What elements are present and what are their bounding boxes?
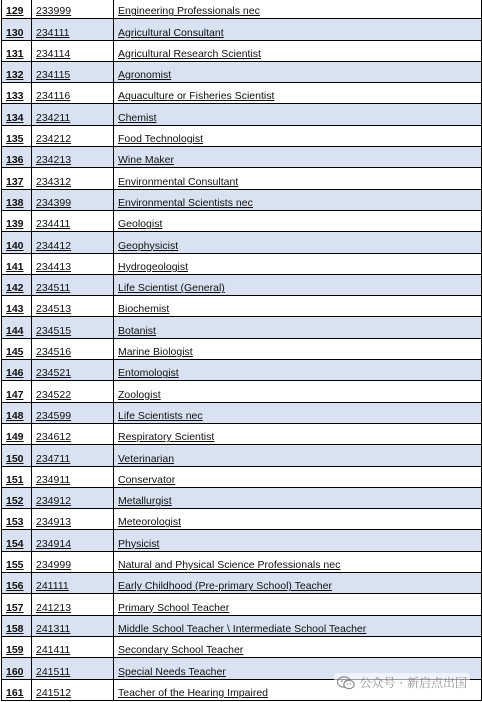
anzsco-code-cell [32, 61, 114, 82]
anzsco-code-link[interactable]: 234114 [36, 47, 71, 60]
anzsco-code-cell [32, 573, 114, 594]
row-number-cell [2, 61, 32, 82]
table-row [2, 551, 482, 572]
table-row [2, 466, 482, 487]
occupation-cell [114, 530, 482, 551]
anzsco-code-link[interactable]: 234399 [36, 196, 72, 209]
anzsco-code-link[interactable]: 233999 [36, 5, 72, 18]
row-number-link[interactable]: 138 [6, 196, 24, 209]
table-row [2, 381, 482, 402]
anzsco-code-link[interactable]: 241512 [36, 686, 72, 699]
occupation-link[interactable]: Physicist [118, 537, 160, 550]
row-number-cell [2, 253, 32, 274]
occupation-cell [114, 615, 482, 636]
table-row [2, 296, 482, 317]
table-row [2, 125, 482, 146]
table-row [2, 83, 482, 104]
occupation-link[interactable]: Agronomist [118, 69, 172, 82]
anzsco-code-link[interactable]: 234413 [36, 260, 72, 273]
row-number-cell [2, 104, 32, 125]
table-row [2, 210, 482, 231]
wechat-icon [337, 676, 355, 690]
anzsco-code-link[interactable]: 234612 [36, 431, 72, 444]
occupation-cell [114, 423, 482, 444]
occupation-cell [114, 104, 482, 125]
occupation-link[interactable]: Zoologist [118, 388, 161, 401]
occupation-link[interactable]: Chemist [118, 111, 157, 124]
row-number-cell [2, 402, 32, 423]
anzsco-code-cell [32, 104, 114, 125]
occupation-cell [114, 360, 482, 381]
anzsco-code-link[interactable]: 234711 [36, 452, 71, 465]
row-number-cell [2, 83, 32, 104]
anzsco-code-cell [32, 360, 114, 381]
occupation-link[interactable]: Agricultural Research Scientist [118, 47, 261, 60]
row-number-cell [2, 274, 32, 295]
occupation-cell [114, 466, 482, 487]
anzsco-code-link[interactable]: 241311 [36, 622, 71, 635]
table-row [2, 573, 482, 594]
watermark-text: 公众号 · 新启点出国 [359, 676, 467, 690]
row-number-cell [2, 296, 32, 317]
anzsco-code-cell [32, 487, 114, 508]
anzsco-code-link[interactable]: 234999 [36, 559, 72, 572]
table-row [2, 445, 482, 466]
table-row [2, 338, 482, 359]
occupation-link[interactable]: Hydrogeologist [118, 260, 189, 273]
row-number-link[interactable]: 143 [6, 303, 24, 316]
occupation-cell [114, 232, 482, 253]
table-row [2, 189, 482, 210]
occupation-cell [114, 551, 482, 572]
anzsco-code-link[interactable]: 234911 [36, 473, 71, 486]
row-number-cell [2, 189, 32, 210]
row-number-cell [2, 615, 32, 636]
occupation-cell [114, 61, 482, 82]
anzsco-code-link[interactable]: 234412 [36, 239, 72, 252]
row-number-link[interactable]: 139 [6, 218, 24, 231]
anzsco-code-cell [32, 253, 114, 274]
anzsco-code-cell [32, 530, 114, 551]
occupation-link[interactable]: Wine Maker [118, 154, 175, 167]
table-row [2, 509, 482, 530]
row-number-link[interactable]: 145 [6, 346, 24, 359]
occupation-link[interactable]: Aquaculture or Fisheries Scientist [118, 90, 275, 103]
row-number-cell [2, 19, 32, 40]
occupation-link[interactable]: Engineering Professionals nec [118, 5, 260, 18]
occupation-cell [114, 509, 482, 530]
occupation-cell [114, 253, 482, 274]
row-number-link[interactable]: 135 [6, 133, 24, 146]
anzsco-code-cell [32, 466, 114, 487]
table-row [2, 274, 482, 295]
occupation-cell [114, 83, 482, 104]
row-number-cell [2, 0, 32, 19]
anzsco-code-cell [32, 658, 114, 679]
row-number-cell [2, 466, 32, 487]
anzsco-code-cell [32, 594, 114, 615]
anzsco-code-link[interactable]: 234914 [36, 537, 72, 550]
occupation-link[interactable]: Metallurgist [118, 495, 172, 508]
row-number-link[interactable]: 140 [6, 239, 24, 252]
row-number-link[interactable]: 151 [6, 473, 24, 486]
row-number-cell [2, 594, 32, 615]
row-number-link[interactable]: 132 [6, 69, 24, 82]
occupation-cell [114, 636, 482, 657]
anzsco-code-link[interactable]: 241213 [36, 601, 72, 614]
row-number-cell [2, 360, 32, 381]
occupation-link[interactable]: Agricultural Consultant [118, 26, 224, 39]
occupation-link[interactable]: Environmental Consultant [118, 175, 239, 188]
row-number-link[interactable]: 129 [6, 5, 24, 18]
anzsco-code-cell [32, 168, 114, 189]
anzsco-code-link[interactable]: 234912 [36, 495, 72, 508]
occupation-cell [114, 296, 482, 317]
occupation-link[interactable]: Life Scientists nec [118, 409, 203, 422]
anzsco-code-link[interactable]: 241411 [36, 644, 71, 657]
row-number-link[interactable]: 131 [6, 47, 24, 60]
row-number-link[interactable]: 136 [6, 154, 24, 167]
occupation-cell [114, 189, 482, 210]
occupation-link[interactable]: Secondary School Teacher [118, 644, 244, 657]
row-number-link[interactable]: 150 [6, 452, 24, 465]
occupation-link[interactable]: Food Technologist [118, 133, 204, 146]
table-row [2, 423, 482, 444]
row-number-cell [2, 317, 32, 338]
anzsco-code-cell [32, 125, 114, 146]
table-row [2, 104, 482, 125]
occupation-link[interactable]: Biochemist [118, 303, 170, 316]
anzsco-code-link[interactable]: 234913 [36, 516, 72, 529]
row-number-cell [2, 551, 32, 572]
occupation-cell [114, 274, 482, 295]
table-row [2, 232, 482, 253]
occupation-table [1, 0, 482, 701]
occupation-link[interactable]: Conservator [118, 473, 176, 486]
anzsco-code-link[interactable]: 234411 [36, 218, 71, 231]
row-number-link[interactable]: 146 [6, 367, 24, 380]
row-number-link[interactable]: 134 [6, 111, 24, 124]
row-number-link[interactable]: 147 [6, 388, 24, 401]
occupation-link[interactable]: Natural and Physical Science Professionals nec [118, 559, 341, 572]
row-number-cell [2, 40, 32, 61]
occupation-cell [114, 19, 482, 40]
anzsco-code-link[interactable]: 234312 [36, 175, 72, 188]
occupation-link[interactable]: Respiratory Scientist [118, 431, 215, 444]
row-number-cell [2, 381, 32, 402]
occupation-link[interactable]: Life Scientist (General) [118, 282, 225, 295]
anzsco-code-cell [32, 402, 114, 423]
occupation-cell [114, 338, 482, 359]
table-row [2, 253, 482, 274]
occupation-cell [114, 168, 482, 189]
row-number-cell [2, 445, 32, 466]
row-number-link[interactable]: 156 [6, 580, 24, 593]
table-row [2, 402, 482, 423]
occupation-link[interactable]: Environmental Scientists nec [118, 196, 253, 209]
row-number-cell [2, 679, 32, 700]
row-number-link[interactable]: 144 [6, 324, 24, 337]
anzsco-code-cell [32, 615, 114, 636]
occupation-link[interactable]: Teacher of the Hearing Impaired [118, 686, 268, 699]
row-number-link[interactable]: 159 [6, 644, 24, 657]
row-number-cell [2, 573, 32, 594]
row-number-cell [2, 125, 32, 146]
anzsco-code-link[interactable]: 234211 [36, 111, 71, 124]
row-number-link[interactable]: 154 [6, 537, 24, 550]
anzsco-code-cell [32, 210, 114, 231]
anzsco-code-link[interactable]: 234522 [36, 388, 72, 401]
row-number-cell [2, 168, 32, 189]
anzsco-code-link[interactable]: 234212 [36, 133, 72, 146]
anzsco-code-link[interactable]: 234521 [36, 367, 72, 380]
anzsco-code-cell [32, 189, 114, 210]
table-row [2, 594, 482, 615]
occupation-cell [114, 0, 482, 19]
table-row [2, 487, 482, 508]
anzsco-code-cell [32, 274, 114, 295]
row-number-link[interactable]: 152 [6, 495, 24, 508]
table-row [2, 615, 482, 636]
anzsco-code-cell [32, 232, 114, 253]
anzsco-code-link[interactable]: 234111 [36, 26, 70, 39]
occupation-cell [114, 402, 482, 423]
occupation-link[interactable]: Geophysicist [118, 239, 179, 252]
occupation-cell [114, 147, 482, 168]
row-number-cell [2, 210, 32, 231]
table-row [2, 147, 482, 168]
occupation-table-body [2, 0, 482, 700]
occupation-cell [114, 573, 482, 594]
table-row [2, 530, 482, 551]
anzsco-code-cell [32, 381, 114, 402]
occupation-cell [114, 445, 482, 466]
occupation-link[interactable]: Early Childhood (Pre-primary School) Teacher [118, 580, 332, 593]
row-number-link[interactable]: 141 [6, 260, 24, 273]
anzsco-code-cell [32, 19, 114, 40]
row-number-cell [2, 423, 32, 444]
occupation-cell [114, 487, 482, 508]
anzsco-code-cell [32, 509, 114, 530]
row-number-cell [2, 487, 32, 508]
anzsco-code-cell [32, 551, 114, 572]
row-number-link[interactable]: 133 [6, 90, 24, 103]
anzsco-code-cell [32, 445, 114, 466]
anzsco-code-link[interactable]: 234511 [36, 282, 71, 295]
occupation-cell [114, 317, 482, 338]
anzsco-code-link[interactable]: 234115 [36, 69, 71, 82]
row-number-link[interactable]: 161 [6, 686, 24, 699]
occupation-cell [114, 381, 482, 402]
occupation-link[interactable]: Primary School Teacher [118, 601, 230, 614]
table-row [2, 636, 482, 657]
row-number-cell [2, 509, 32, 530]
occupation-cell [114, 594, 482, 615]
occupation-link[interactable]: Veterinarian [118, 452, 175, 465]
row-number-link[interactable]: 142 [6, 282, 24, 295]
occupation-link[interactable]: Meteorologist [118, 516, 182, 529]
row-number-link[interactable]: 160 [6, 665, 24, 678]
occupation-cell [114, 40, 482, 61]
table-row [2, 19, 482, 40]
row-number-cell [2, 338, 32, 359]
occupation-link[interactable]: Botanist [118, 324, 156, 337]
anzsco-code-link[interactable]: 234599 [36, 409, 72, 422]
anzsco-code-cell [32, 423, 114, 444]
row-number-link[interactable]: 158 [6, 622, 24, 635]
occupation-link[interactable]: Marine Biologist [118, 346, 193, 359]
row-number-link[interactable]: 157 [6, 601, 24, 614]
row-number-link[interactable]: 153 [6, 516, 24, 529]
anzsco-code-link[interactable]: 234213 [36, 154, 72, 167]
anzsco-code-link[interactable]: 234116 [36, 90, 71, 103]
table-row [2, 61, 482, 82]
row-number-cell [2, 658, 32, 679]
occupation-cell [114, 125, 482, 146]
anzsco-code-link[interactable]: 234513 [36, 303, 72, 316]
anzsco-code-link[interactable]: 241111 [36, 580, 69, 593]
row-number-cell [2, 636, 32, 657]
anzsco-code-cell [32, 83, 114, 104]
anzsco-code-cell [32, 296, 114, 317]
occupation-link[interactable]: Geologist [118, 218, 163, 231]
table-row [2, 40, 482, 61]
occupation-link[interactable]: Entomologist [118, 367, 179, 380]
anzsco-code-link[interactable]: 234515 [36, 324, 72, 337]
anzsco-code-cell [32, 636, 114, 657]
anzsco-code-link[interactable]: 234516 [36, 346, 72, 359]
anzsco-code-cell [32, 317, 114, 338]
row-number-cell [2, 530, 32, 551]
row-number-cell [2, 232, 32, 253]
occupation-link[interactable]: Special Needs Teacher [118, 665, 226, 678]
row-number-link[interactable]: 155 [6, 559, 24, 572]
anzsco-code-cell [32, 338, 114, 359]
table-row [2, 317, 482, 338]
anzsco-code-cell [32, 147, 114, 168]
row-number-cell [2, 147, 32, 168]
anzsco-code-link[interactable]: 241511 [36, 665, 71, 678]
watermark [334, 673, 470, 692]
table-row [2, 168, 482, 189]
anzsco-code-cell [32, 40, 114, 61]
table-row [2, 360, 482, 381]
row-number-link[interactable]: 149 [6, 431, 24, 444]
row-number-link[interactable]: 137 [6, 175, 24, 188]
anzsco-code-cell [32, 0, 114, 19]
anzsco-code-cell [32, 679, 114, 700]
row-number-link[interactable]: 130 [6, 26, 24, 39]
table-row [2, 0, 482, 19]
occupation-link[interactable]: Middle School Teacher \ Intermediate School Teacher [118, 622, 367, 635]
occupation-cell [114, 210, 482, 231]
row-number-link[interactable]: 148 [6, 409, 24, 422]
